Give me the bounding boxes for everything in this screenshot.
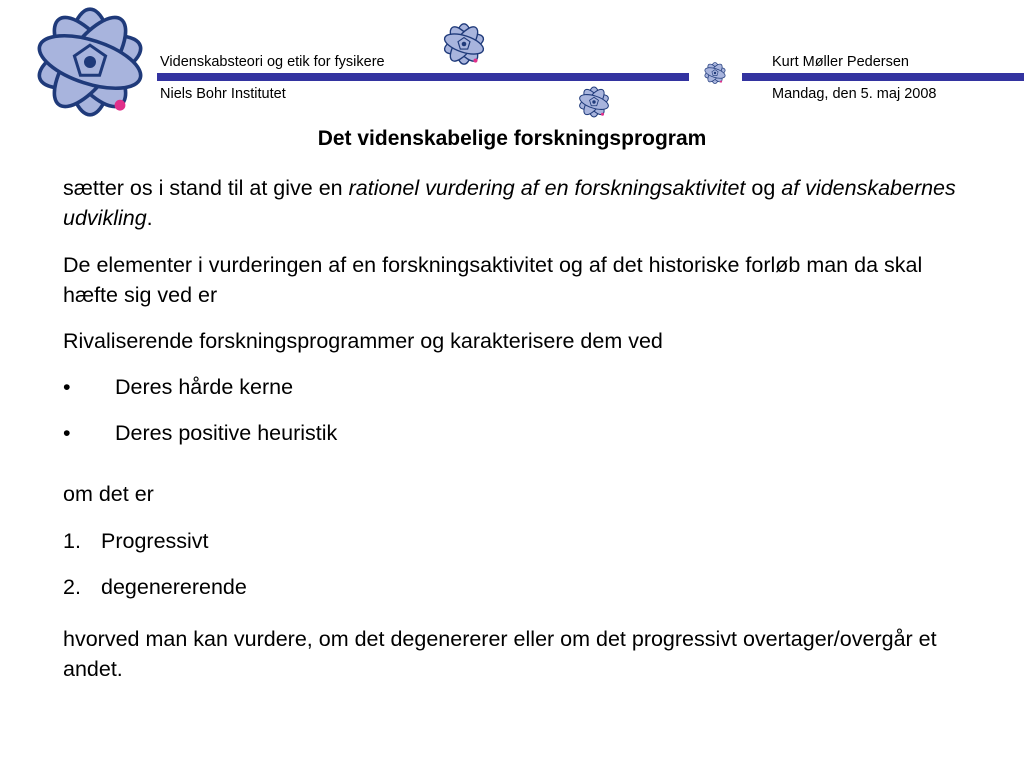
numbered-item — [63, 572, 963, 602]
numbered-item — [63, 526, 963, 556]
paragraph-conclusion: hvorved man kan vurdere, om det degenererer eller om det progressivt overtager/overgår et andet. — [63, 627, 937, 681]
bullet-marker: • — [63, 375, 71, 399]
bullet-text: Deres positive heuristik — [115, 421, 338, 445]
flower-atom-tiny-icon — [703, 61, 727, 85]
bullet-item — [63, 418, 963, 448]
number-marker: 2. — [63, 575, 81, 599]
flower-atom-logo-icon — [30, 2, 150, 122]
bullet-marker: • — [63, 421, 71, 445]
header-date: Mandag, den 5. maj 2008 — [772, 86, 937, 102]
header-institute: Niels Bohr Institutet — [160, 86, 286, 102]
paragraph-intro: sætter os i stand til at give en rationel vurdering af en forskningsaktivitet og af videnskabernes udvikling. — [63, 176, 956, 230]
paragraph-elements: De elementer i vurderingen af en forskningsaktivitet og af det historiske forløb man da skal hæfte sig ved er — [63, 253, 923, 307]
bullet-text: Deres hårde kerne — [115, 375, 294, 399]
flower-atom-small-icon — [577, 85, 611, 119]
header-author: Kurt Møller Pedersen — [772, 54, 909, 70]
paragraph-rival-programs: Rivaliserende forskningsprogrammer og karakterisere dem ved — [63, 329, 663, 353]
slide-title: Det videnskabelige forskningsprogram — [317, 127, 707, 150]
header-rule-left — [157, 73, 689, 81]
numbered-text: Progressivt — [101, 529, 209, 553]
number-marker: 1. — [63, 529, 81, 553]
header-course: Videnskabsteori og etik for fysikere — [160, 54, 385, 70]
bullet-item — [63, 372, 963, 402]
flower-atom-small-icon — [441, 21, 487, 67]
paragraph-om-det-er: om det er — [63, 482, 154, 506]
header-rule-right — [742, 73, 1024, 81]
numbered-text: degenererende — [101, 575, 247, 599]
